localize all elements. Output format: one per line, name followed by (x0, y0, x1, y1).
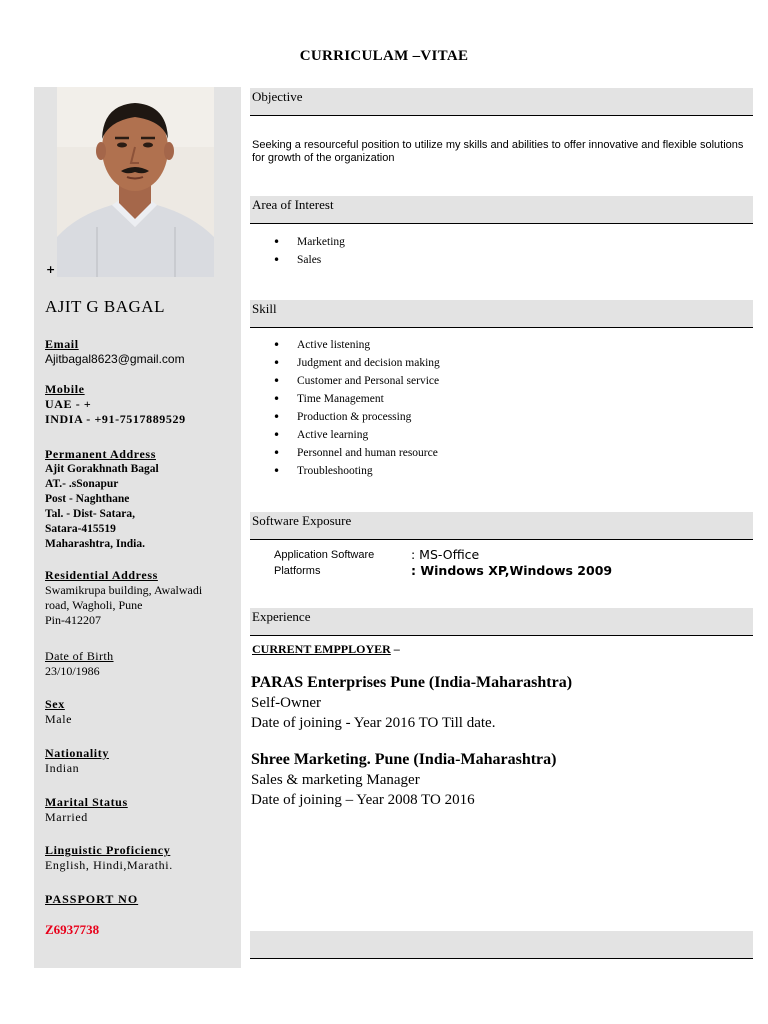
residential-address-label: Residential Address (45, 568, 158, 582)
dob-value: 23/10/1986 (45, 664, 100, 678)
dob-label: Date of Birth (45, 649, 114, 663)
mobile-label: Mobile (45, 382, 85, 396)
empty-section-bar (250, 931, 753, 959)
nationality-section (45, 746, 240, 776)
marital-section (45, 795, 240, 825)
permanent-address-label: Permanent Address (45, 447, 156, 461)
document-title: CURRICULAM –VITAE (299, 48, 469, 64)
sex-value: Male (45, 712, 73, 726)
list-item: • Production & processing (297, 408, 440, 426)
software-row-value: : MS-Office (411, 547, 480, 562)
job-role: Sales & marketing Manager (251, 772, 420, 788)
sex-section (45, 697, 240, 727)
email-section (45, 337, 240, 367)
skill-heading (250, 300, 753, 328)
list-item: • Troubleshooting (297, 462, 440, 480)
job-entry (251, 673, 572, 733)
marital-value: Married (45, 810, 88, 824)
marital-label: Marital Status (45, 795, 128, 809)
permanent-address-line: Maharashtra, India. (45, 538, 145, 550)
candidate-name: AJIT G BAGAL (45, 297, 165, 316)
permanent-address-line: Tal. - Dist- Satara, (45, 508, 135, 520)
software-row-value: : Windows XP,Windows 2009 (411, 563, 613, 578)
language-section (45, 843, 240, 873)
current-employer-suffix: – (390, 642, 400, 656)
permanent-address-line: Satara-415519 (45, 523, 116, 535)
nationality-value: Indian (45, 761, 80, 775)
language-label: Linguistic Proficiency (45, 843, 171, 857)
residential-address-section (45, 568, 240, 628)
email-value[interactable]: Ajitbagal8623@gmail.com (45, 352, 185, 366)
job-entry (251, 750, 556, 810)
residential-address-line: Pin-412207 (45, 613, 102, 627)
interest-heading (250, 196, 753, 224)
dob-section (45, 649, 240, 679)
interest-list (252, 233, 345, 269)
list-item: • Customer and Personal service (297, 372, 440, 390)
software-row-label: Application Software (274, 549, 375, 561)
mobile-uae: UAE - + (45, 397, 92, 411)
passport-label: PASSPORT NO (45, 892, 139, 906)
sex-label: Sex (45, 697, 65, 711)
permanent-address-section (45, 447, 240, 552)
permanent-address-line: Post - Naghthane (45, 493, 130, 505)
objective-heading (250, 88, 753, 116)
interest-heading-text: Area of Interest (252, 197, 334, 212)
experience-heading-text: Experience (252, 609, 311, 624)
list-item: • Personnel and human resource (297, 444, 440, 462)
objective-text: Seeking a resourceful position to utilize my skills and abilities to offer innovative and flexible solutions for growth of the organization (252, 139, 744, 164)
profile-photo (57, 87, 214, 277)
language-value: English, Hindi,Marathi. (45, 858, 173, 872)
job-company: PARAS Enterprises Pune (India-Maharashtra) (251, 674, 573, 691)
mobile-section (45, 382, 240, 427)
photo-bullet: + (46, 263, 56, 276)
software-heading-text: Software Exposure (252, 513, 352, 528)
email-label: Email (45, 337, 79, 351)
list-item: • Time Management (297, 390, 440, 408)
list-item: • Marketing (297, 233, 345, 251)
nationality-label: Nationality (45, 746, 109, 760)
software-row-label: Platforms (274, 565, 321, 577)
current-employer-text: CURRENT EMPPLOYER (252, 642, 391, 656)
objective-heading-text: Objective (252, 89, 303, 104)
job-role: Self-Owner (251, 695, 321, 711)
job-dates: Date of joining – Year 2008 TO 2016 (251, 792, 475, 808)
software-heading (250, 512, 753, 540)
list-item: • Sales (297, 251, 345, 269)
portrait-image (57, 87, 214, 277)
permanent-address-line: AT.- .sSonapur (45, 478, 119, 490)
skill-list (252, 336, 440, 480)
list-item: • Active listening (297, 336, 440, 354)
mobile-india: INDIA - +91-7517889529 (45, 412, 186, 426)
job-dates: Date of joining - Year 2016 TO Till date. (251, 715, 496, 731)
residential-address-line: road, Wagholi, Pune (45, 598, 143, 612)
passport-section (45, 892, 240, 937)
job-company: Shree Marketing. Pune (India-Maharashtra) (251, 751, 557, 768)
list-item: • Active learning (297, 426, 440, 444)
list-item: • Judgment and decision making (297, 354, 440, 372)
permanent-address-line: Ajit Gorakhnath Bagal (45, 463, 159, 475)
passport-value: Z6937738 (45, 922, 100, 937)
experience-heading (250, 608, 753, 636)
skill-heading-text: Skill (252, 301, 277, 316)
residential-address-line: Swamikrupa building, Awalwadi (45, 583, 203, 597)
current-employer-label (252, 642, 400, 657)
